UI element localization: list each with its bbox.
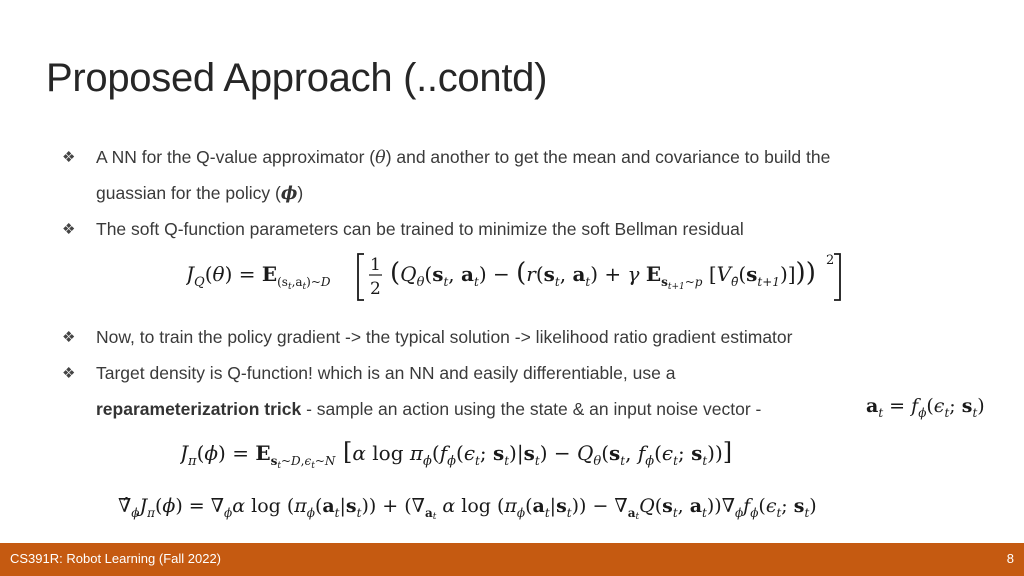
bullet-4-line-1: Target density is Q-function! which is an NN and easily differentiable, use a — [96, 363, 676, 383]
soft-bellman-equation — [186, 246, 846, 308]
action-sample-equation — [866, 390, 1006, 428]
bullet-4-line-2 — [96, 399, 761, 420]
svg-text:Jπ(ϕ) = Est~D,ϵt~N [α log πϕ(f: $J_\pi(\phi)$ = $E_st\sim D,\epsilon t\sim N$ [α $\log \pi_\phi(f_\phi(\epsilon_t$; $s_t)|s_t) - Q_\theta(s_t$, $f_\phi(\epsilon_t$; $s_t$))] — [180, 438, 733, 471]
soft-bellman-equation-graphic — [186, 246, 846, 304]
bullet-1-text-c: guassian for the policy ( — [96, 183, 281, 203]
policy-gradient-equation-graphic — [118, 486, 918, 526]
bullet-1-text-a: A NN for the Q-value approximator ( — [96, 147, 376, 167]
phi-symbol: ϕ — [280, 184, 298, 204]
page-number: 8 — [1006, 551, 1014, 566]
policy-objective-equation-graphic — [180, 434, 860, 474]
bullet-icon: ❖ — [62, 149, 76, 166]
bullet-icon: ❖ — [62, 365, 76, 382]
reparameterization-trick-label: reparameterizatrion trick — [96, 399, 302, 419]
slide-title: Proposed Approach (..contd) — [46, 56, 548, 100]
footer-bar — [0, 543, 1024, 576]
svg-text:2: 2 — [370, 279, 381, 299]
policy-gradient-equation — [118, 486, 918, 530]
bullet-3-text: Now, to train the policy gradient -> the typical solution -> likelihood ratio gradient estimator — [96, 327, 793, 347]
svg-text:at = fϕ(ϵt; st): $a_t = f_\phi(\epsilon_t$; $s_t$) — [866, 395, 985, 420]
theta-symbol: θ — [375, 148, 386, 168]
action-sample-equation-graphic — [866, 390, 1006, 424]
bullet-2-text: The soft Q-function parameters can be trained to minimize the soft Bellman residual — [96, 219, 744, 239]
svg-text:∇̂ϕJπ(ϕ) = ∇ϕα log (πϕ(at|st)): $\nablâ_\phi J_\pi(\phi) = \nabla_\phi\alpha$ $\log (\pi_\phi(a_t|s_t)) + (\nabla_at$ α $\log (\pi_\phi(a_t|s_t)) - \nabla_atQ(s_t$, $a_t))\nabla_\phi f_\phi(\epsilon_t$; $s_t$) — [118, 495, 817, 522]
bullet-icon: ❖ — [62, 329, 76, 346]
bullet-1-line-2 — [96, 183, 303, 204]
policy-objective-equation — [180, 434, 860, 478]
bullet-1-text-d: ) — [297, 183, 304, 203]
svg-text:2: 2 — [826, 253, 835, 268]
svg-text:(Qθ(st, at) − (r(st, at) + γ E: ($Q_\theta(s_t$, $a_t) - (r(s_t$, $a_t) + \gamma$ $E_st+1\sim p$ $[V_{\thetā}(s_{t+1})]$)) — [390, 258, 816, 292]
svg-text:JQ(θ) = E(st,at)~D: $J_Q(\theta)$ = $E_{(s}t,at)\sim D$ — [186, 262, 331, 292]
bullet-1-text-b: ) and another to get the mean and covariance to build the — [385, 147, 831, 167]
bullet-1-line-1 — [96, 147, 830, 168]
course-label: CS391R: Robot Learning (Fall 2022) — [10, 551, 222, 566]
bullet-icon: ❖ — [62, 221, 76, 238]
svg-text:1: 1 — [370, 255, 381, 275]
bullet-4-text-rest: - sample an action using the state & an input noise vector - — [301, 399, 762, 419]
